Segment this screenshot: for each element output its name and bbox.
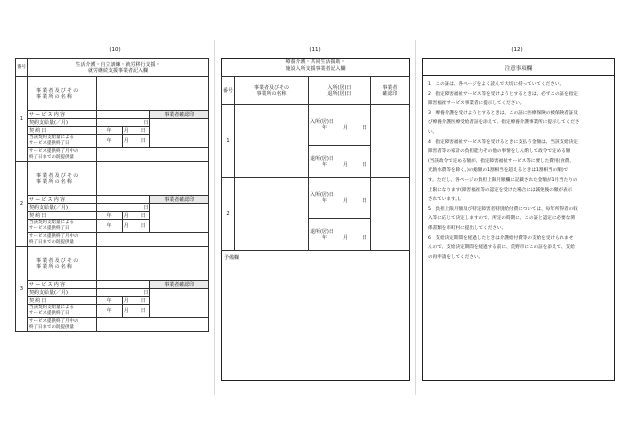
contract-year-cell[interactable]	[96, 127, 122, 135]
middle-header-business	[235, 77, 309, 105]
left-block-2	[16, 162, 209, 196]
middle-header-dates	[308, 77, 370, 105]
end-month-day-cell[interactable]	[122, 220, 150, 233]
day-label: 日	[361, 125, 367, 131]
end-date-label	[28, 305, 97, 318]
middle-row-number: 1	[222, 105, 235, 178]
used-amount-label	[28, 233, 97, 247]
year-label: 年	[106, 308, 112, 314]
middle-business-cell[interactable]	[235, 178, 309, 251]
notice-line: 3 療養介護を受けようとするときは、この証に医療保険の被保険者証及	[428, 110, 578, 116]
notice-line: 2 指定障害福祉サービス等を受けようとするときは、必ずこの証を指定	[428, 91, 578, 97]
notice-line: 5 負担上限月額及び特定障害者特別給付費については、毎年所得者の収	[428, 206, 578, 212]
middle-row-1	[222, 105, 410, 146]
middle-form-table	[221, 76, 410, 251]
month-label: 月	[123, 127, 129, 134]
middle-confirm-cell[interactable]	[370, 178, 409, 251]
day-label: 日	[140, 138, 146, 144]
contract-date-label: 契約日	[28, 127, 97, 135]
end-year-cell[interactable]	[96, 305, 122, 318]
month-label: 月	[342, 125, 348, 131]
year-label: 年	[321, 198, 327, 204]
month-label: 月	[123, 308, 129, 314]
notice-line: 4 指定障害福祉サービス等を受けるときに支払う金額は、当該支給決定	[428, 139, 578, 145]
amount-label: 契約支給量(／月)	[28, 289, 97, 297]
middle-business-cell[interactable]	[235, 105, 309, 178]
confirm-label: 事業者確認印	[150, 281, 209, 289]
day-label: 日	[140, 127, 146, 134]
amount-cell[interactable]	[96, 204, 150, 212]
business-label-line1: 事業者及びその	[36, 87, 80, 94]
used-amount-cell[interactable]	[96, 233, 208, 247]
exit-date-label: 退所(居)日	[309, 228, 334, 235]
middle-col-business-line2: 事業所の名称	[256, 90, 287, 97]
exit-date-label: 退所(居)日	[309, 155, 334, 162]
amount-cell[interactable]	[96, 289, 150, 297]
notice-list	[428, 80, 613, 262]
used-line1: サービス提供終了月中の	[29, 318, 79, 324]
middle-col-dates-line1: 入所(居)日	[327, 84, 352, 91]
middle-row-2	[222, 178, 410, 219]
contract-date-label: 契約日	[28, 297, 97, 305]
left-title-line1: 生活介護・自立訓練・就労移行支援・	[75, 61, 161, 68]
day-label: 日	[140, 223, 146, 229]
contract-month-day-cell[interactable]	[122, 297, 150, 305]
left-form-table	[15, 58, 209, 332]
service-cell[interactable]	[96, 111, 150, 119]
day-unit: 日	[143, 289, 149, 296]
business-label-line2: 事業所の名称	[36, 178, 74, 185]
service-label: サービス内容	[28, 111, 97, 119]
end-date-line2: サービス提供終了日	[29, 226, 70, 231]
used-amount-label	[28, 318, 97, 332]
contract-date-label: 契約日	[28, 212, 97, 220]
business-name-cell[interactable]	[96, 162, 208, 196]
year-label: 年	[106, 297, 112, 304]
business-label-line1: 事業者及びその	[36, 257, 80, 264]
day-label: 日	[361, 198, 367, 204]
month-label: 月	[123, 223, 129, 229]
month-label: 月	[123, 138, 129, 144]
confirm-label: 事業者確認印	[150, 196, 209, 204]
amount-label: 契約支給量(／月)	[28, 119, 97, 127]
notice-line: 入等に応じて決定しますので、所定の時期に、この証と認定に必要な関	[428, 216, 575, 222]
middle-confirm-cell[interactable]	[370, 105, 409, 178]
end-date-label	[28, 220, 97, 233]
day-label: 日	[140, 212, 146, 219]
notice-line: 光熱水費等を除く。)の総額の1割相当を超えるときは1割相当の額)で	[428, 168, 569, 174]
used-amount-cell[interactable]	[96, 148, 208, 162]
end-date-line2: サービス提供終了日	[29, 311, 70, 316]
middle-col-confirm-line2: 確認印	[382, 90, 398, 97]
middle-header-no-text: 番号	[223, 87, 234, 94]
middle-title-line1: 療養介護・共同生活援助・	[285, 59, 346, 65]
remarks-label: 予備欄	[224, 255, 240, 261]
service-label: サービス内容	[28, 281, 97, 289]
middle-exit-cell[interactable]	[308, 146, 370, 178]
day-label: 日	[361, 234, 367, 241]
middle-col-business-line1: 事業者及びその	[253, 84, 289, 91]
used-line2: 終了日までの既提供量	[29, 154, 74, 160]
fold-line-1	[214, 40, 215, 395]
middle-entry-cell[interactable]	[308, 105, 370, 146]
entry-date-label: 入所(居)日	[309, 119, 334, 125]
left-title-line2: 就労継続支援事業者記入欄	[87, 67, 148, 74]
middle-title	[221, 59, 410, 72]
month-label: 月	[342, 198, 348, 204]
fold-line-2	[415, 40, 416, 395]
year-label: 年	[321, 161, 327, 168]
day-unit: 日	[143, 119, 149, 126]
business-label	[28, 77, 97, 111]
confirm-stamp-cell[interactable]	[150, 204, 209, 233]
year-label: 年	[321, 125, 327, 131]
notice-line: の再申請をしてください。	[428, 254, 484, 260]
left-title	[28, 59, 209, 77]
used-amount-cell[interactable]	[96, 318, 208, 332]
business-label-line2: 事業所の名称	[36, 263, 74, 270]
end-month-day-cell[interactable]	[122, 135, 150, 148]
middle-title-line2: 施設入所支援事業者記入欄	[285, 65, 346, 72]
right-title: 注意事項欄	[504, 66, 533, 72]
middle-col-dates-line2: 退所(居)日	[327, 90, 352, 97]
month-label: 月	[123, 212, 129, 219]
confirm-stamp-cell[interactable]	[150, 289, 209, 318]
left-block-1	[16, 77, 209, 111]
notice-line: 上限になります(障害福祉等の認定を受けた場合には減免後の額が表示	[428, 187, 573, 193]
notice-line: 係書類を市町村に提出してください。	[428, 225, 507, 231]
amount-label: 契約支給量(／月)	[28, 204, 97, 212]
notice-line: 6 支給決定期間を経過したときは介護給付費等の支給を受けられませ	[428, 235, 574, 241]
middle-header-confirm	[370, 77, 409, 105]
business-label-line2: 事業所の名称	[36, 93, 74, 100]
end-year-cell[interactable]	[96, 220, 122, 233]
entry-date-label: 入所(居)日	[309, 192, 334, 198]
year-label: 年	[106, 138, 112, 144]
notice-line: 1 この証は、各ページをよく読んで大切に持っていてください。	[428, 82, 565, 87]
confirm-label: 事業者確認印	[150, 111, 209, 119]
left-row-number: 3	[16, 247, 28, 332]
service-cell[interactable]	[96, 196, 150, 204]
day-label: 日	[140, 297, 146, 304]
business-name-cell[interactable]	[96, 247, 208, 281]
notice-line: す。ただし、各ページの負担上限月額欄に記載された金額が1月当たりの	[428, 177, 578, 183]
page-number-11: (11)	[309, 47, 321, 53]
left-row-number: 2	[16, 162, 28, 247]
business-name-cell[interactable]	[96, 77, 208, 111]
month-label: 月	[123, 297, 129, 304]
notice-line: い。	[428, 129, 438, 135]
month-label: 月	[342, 161, 348, 168]
end-date-line1: 当該契約支給量による	[29, 135, 74, 140]
service-cell[interactable]	[96, 281, 150, 289]
year-label: 年	[106, 223, 112, 229]
amount-cell[interactable]	[96, 119, 150, 127]
confirm-stamp-cell[interactable]	[150, 119, 209, 148]
used-line2: 終了日までの既提供量	[29, 239, 74, 245]
notice-line: 障害者等の家計の負担能力その他の事情をしん酌して政令で定める額	[428, 149, 571, 155]
middle-header-no	[222, 77, 235, 105]
left-row-number: 1	[16, 77, 28, 162]
notice-line: んので、支給決定期間を経過する前に、荒野市にこの証を添えて、支給	[428, 245, 575, 251]
middle-exit-cell[interactable]	[308, 219, 370, 251]
business-label	[28, 247, 97, 281]
used-line1: サービス提供終了月中の	[29, 233, 79, 239]
contract-year-cell[interactable]	[96, 297, 122, 305]
used-amount-label	[28, 148, 97, 162]
business-label	[28, 162, 97, 196]
contract-month-day-cell[interactable]	[122, 127, 150, 135]
day-unit: 日	[143, 204, 149, 211]
end-date-label	[28, 135, 97, 148]
month-label: 月	[342, 234, 348, 241]
day-label: 日	[361, 161, 367, 168]
middle-entry-cell[interactable]	[308, 178, 370, 219]
notice-line: されています。)。	[428, 197, 464, 203]
end-year-cell[interactable]	[96, 135, 122, 148]
left-block-3	[16, 247, 209, 281]
end-date-line1: 当該契約支給量による	[29, 305, 74, 310]
contract-year-cell[interactable]	[96, 212, 122, 220]
service-label: サービス内容	[28, 196, 97, 204]
middle-row-number: 2	[222, 178, 235, 251]
header-no	[16, 59, 28, 77]
header-no-text: 番号	[17, 64, 26, 70]
notice-line: び療養介護医療受給者証を添えて、指定療養介護事業所に提示してくださ	[428, 120, 580, 126]
day-label: 日	[140, 308, 146, 314]
used-line2: 終了日までの既提供量	[29, 324, 74, 330]
page-number-10: (10)	[109, 47, 121, 53]
year-label: 年	[321, 234, 327, 241]
end-month-day-cell[interactable]	[122, 305, 150, 318]
page-number-12: (12)	[511, 47, 523, 53]
end-date-line1: 当該契約支給量による	[29, 220, 74, 225]
notice-line: 障害福祉サービス事業者に提示してください。	[428, 101, 525, 107]
notice-line: (当該政令で定める額が、指定障害福祉サービス等に要した費用(食費、	[428, 158, 574, 164]
business-label-line1: 事業者及びその	[36, 172, 80, 179]
middle-col-confirm-line1: 事業者	[382, 84, 398, 91]
year-label: 年	[106, 212, 112, 219]
contract-month-day-cell[interactable]	[122, 212, 150, 220]
used-line1: サービス提供終了月中の	[29, 148, 79, 154]
year-label: 年	[106, 127, 112, 134]
end-date-line2: サービス提供終了日	[29, 141, 70, 146]
